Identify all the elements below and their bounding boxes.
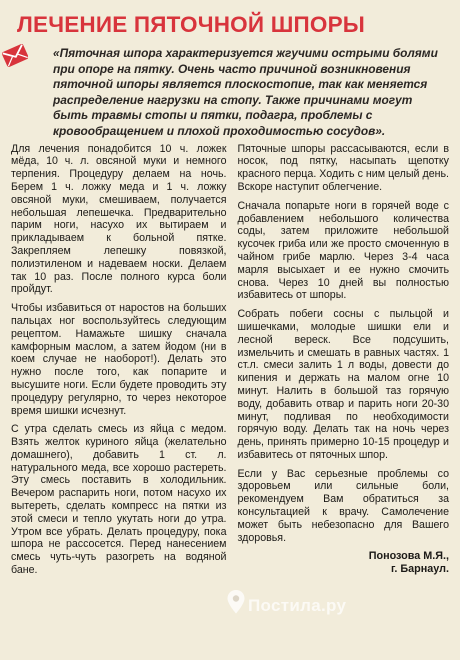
paragraph: Если у Вас серьезные проблемы со здоровьем или сильные боли, рекомендуем Вам обратиться за консультацией к врачу. Самолечение может быть небезопасно для Вашего здоровья. xyxy=(237,467,449,544)
signature-city: г. Барнаул. xyxy=(390,563,449,576)
signature xyxy=(238,550,450,576)
left-column xyxy=(11,143,227,583)
watermark: Постила.ру xyxy=(248,596,347,615)
paragraph: С утра сделать смесь из яйца с медом. Взять желток куриного яйца (желательно домашнего), добавить 1 ст. л. натурального меда, все хорошо растереть. Эту смесь поставить в холодильник. Вечером распарить ноги, потом насухо их вытереть, сделать компресс на пятки из этой смеси и тепло укутать ноги до утра. Утром все убрать. Делать процедуру, пока шпора не рассосется. Перед нанесением смесь чуть-чуть разогреть на водяной бане. xyxy=(11,423,227,577)
paragraph: Для лечения понадобится 10 ч. ложек мёда, 10 ч. л. овсяной муки и немного терпения. Процедуру делаем на ночь. Берем 1 ч. ложку меда и 1 ч. ложку овсяной муки, смешиваем, получается небольшая лепешечка. Предварительно парим ноги, насухо их вытираем и прикладываем к больной пятке. Закрепляем лепешку повязкой, полиэтиленом и надеваем носки. Делаем так 10 раз. После полного курса боли пройдут. xyxy=(11,142,227,296)
paragraph: Сначала попарьте ноги в горячей воде с добавлением небольшого количества соды, затем приложите небольшой кусочек гриба или же просто смоченную в чайном грибе марлю. Через 3-4 часа марля высыхает и ее нужно смочить снова. Через 10 дней вы полностью избавитесь от шпоры. xyxy=(237,199,449,302)
article-header xyxy=(11,8,449,46)
article-title: ЛЕЧЕНИЕ ПЯТОЧНОЙ ШПОРЫ xyxy=(17,12,366,37)
signature-author: Понозова М.Я., xyxy=(368,550,449,563)
envelope-icon xyxy=(2,40,28,70)
right-column xyxy=(235,143,450,583)
paragraph: Собрать побеги сосны с пыльцой и шишечками, молодые шишки ели и лесной вереск. Все подсушить, измельчить и смешать в равных частях. 1 ст.л. смеси залить 1 л воды, довести до кипения и держать на малом огне 10 минут. Налить в большой таз горячую воду, добавить отвар и парить ноги 20-30 минут, подливая по необходимости горячую воду. Делать так на ночь через день, принять примерно 10-15 процедур и избавитесь от пяточных шпор. xyxy=(237,308,449,461)
pin-icon xyxy=(226,589,246,615)
paragraph: Пяточные шпоры рассасываются, если в носок, под пятку, насыпать щепотку красного перца. Ходить с ним целый день. Вскоре наступит облегчение. xyxy=(237,142,449,193)
paragraph: Чтобы избавиться от наростов на больших пальцах ног воспользуйтесь следующим рецептом. Намажьте шишку сначала камфорным маслом, а затем йодом (ни в коем случае не наоборот!). Делать это нужно после того, как попарите и высушите ноги. Если будете проводить эту процедуру регулярно, то через некоторое время шишки исчезнут. xyxy=(11,302,227,417)
article-lead: «Пяточная шпора характеризуется жгучими острыми болями при опоре на пятку. Очень часто причиной возникновения пяточной шпоры является плоскостопие, так как меняется распределение нагрузки на стопу. Также причинами могут быть травмы стопы и пятки, подагра, проблемы с кровообращением и плохой проходимостью сосудов». xyxy=(53,46,438,138)
article-columns xyxy=(11,143,449,583)
